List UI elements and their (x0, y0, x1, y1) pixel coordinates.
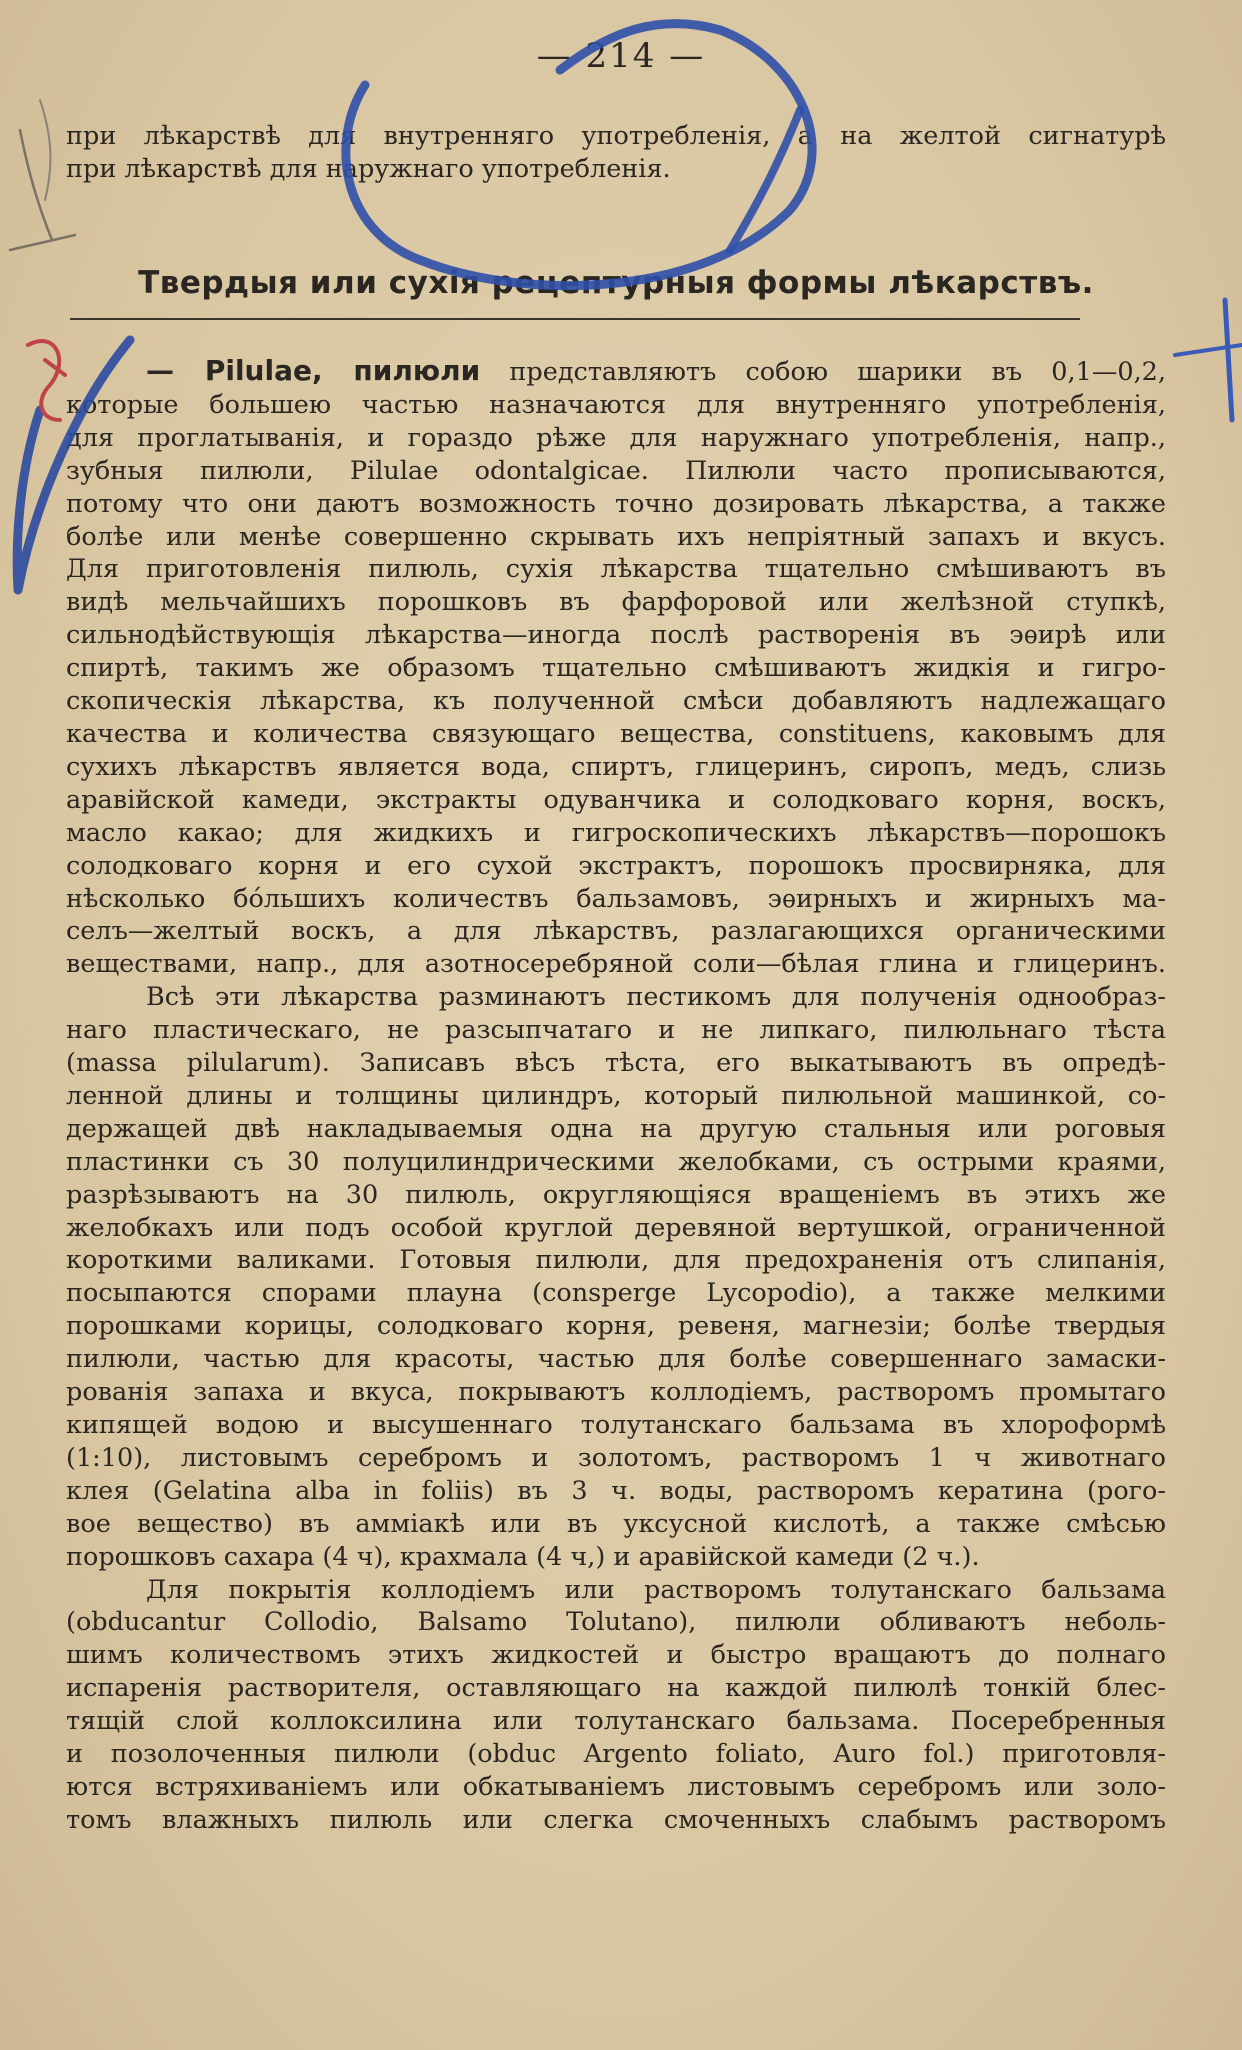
text-line: потому что они даютъ возможность точно дозировать лѣкарства, а также (66, 488, 1166, 519)
text-line: Для приготовленія пилюль, сухія лѣкарства тщательно смѣшиваютъ въ (66, 554, 1166, 585)
text-line: наго пластическаго, не разсыпчатаго и не липкаго, пилюльнаго тѣста (66, 1015, 1166, 1046)
blue-plus-vertical (1225, 300, 1232, 420)
text-line: желобкахъ или подъ особой круглой деревяной вертушкой, ограниченной (66, 1212, 1166, 1243)
text-line: зубныя пилюли, Pilulae odontalgicae. Пилюли часто прописываются, (66, 455, 1166, 486)
text-line: нѣсколько бóльшихъ количествъ бальзамовъ, эѳирныхъ и жирныхъ ма- (66, 883, 1166, 914)
text-line: Для покрытія коллодіемъ или растворомъ толутанскаго бальзама (146, 1574, 1166, 1605)
text-line: при лѣкарствѣ для наружнаго употребленія. (66, 153, 671, 184)
blue-plus-horizontal (1175, 345, 1242, 355)
text-line: солодковаго корня и его сухой экстрактъ, порошокъ просвирняка, для (66, 850, 1166, 881)
text-line: держащей двѣ накладываемыя одна на другую стальныя или роговыя (66, 1113, 1166, 1144)
text-line: испаренія растворителя, оставляющаго на каждой пилюлѣ тонкій блес- (66, 1673, 1166, 1704)
text-line: короткими валиками. Готовыя пилюли, для предохраненія отъ слипанія, (66, 1245, 1166, 1276)
text-line: аравійской камеди, экстракты одуванчика и солодковаго корня, воскъ, (66, 784, 1166, 815)
top-lines (66, 120, 1166, 186)
text-line: видѣ мельчайшихъ порошковъ въ фарфоровой или желѣзной ступкѣ, (66, 587, 1166, 618)
text-line: (massa pilularum). Записавъ вѣсъ тѣста, его выкатываютъ въ опредѣ- (66, 1048, 1166, 1079)
red-pen-mark (28, 341, 65, 420)
text-line: для проглатыванія, и гораздо рѣже для наружнаго употребленія, напр., (66, 422, 1166, 453)
text-line: сильнодѣйствующія лѣкарства—иногда послѣ растворенія въ эѳирѣ или (66, 620, 1166, 651)
text-line: порошковъ сахара (4 ч), крахмала (4 ч,) и аравійской камеди (2 ч.). (66, 1541, 980, 1572)
text-line: селъ—желтый воскъ, а для лѣкарствъ, разлагающихся органическими (66, 916, 1166, 947)
text-line: кипящей водою и высушеннаго толутанскаго бальзама въ хлороформѣ (66, 1410, 1166, 1440)
page-number: — 214 — (536, 36, 706, 76)
text-line: спиртѣ, такимъ же образомъ тщательно смѣшиваютъ жидкія и гигро- (66, 653, 1166, 684)
text-line: веществами, напр., для азотносеребряной соли—бѣлая глина и глицеринъ. (66, 949, 1166, 980)
text-line: (obducantur Collodio, Balsamo Tolutano), пилюли обливаютъ неболь- (66, 1607, 1166, 1638)
lead-term: — Pilulae, пилюли (146, 355, 481, 387)
text-line: пластинки съ 30 полуцилиндрическими желобками, съ острыми краями, (66, 1146, 1166, 1177)
heading-rule (70, 318, 1080, 320)
text-line: представляютъ собою шарики въ 0,1—0,2, (509, 357, 1166, 387)
text-line: ленной длины и толщины цилиндръ, который пилюльной машинкой, со- (66, 1080, 1166, 1111)
text-line: порошками корицы, солодковаго корня, ревеня, магнезіи; болѣе твердыя (66, 1311, 1166, 1342)
text-line: Всѣ эти лѣкарства разминаютъ пестикомъ для полученія однообраз- (146, 982, 1166, 1013)
text-line: пилюли, частью для красоты, частью для болѣе совершеннаго замаски- (66, 1344, 1166, 1375)
text-line: (1:10), листовымъ серебромъ и золотомъ, растворомъ 1 ч животнаго (66, 1442, 1166, 1473)
text-line: ются встряхиваніемъ или обкатываніемъ листовымъ серебромъ или золо- (66, 1771, 1166, 1802)
text-line: тящій слой коллоксилина или толутанскаго бальзама. Посеребренныя (66, 1706, 1166, 1737)
text-line: томъ влажныхъ пилюль или слегка смоченныхъ слабымъ растворомъ (66, 1804, 1166, 1835)
body-text (66, 355, 1166, 1837)
text-line: сухихъ лѣкарствъ является вода, спиртъ, глицеринъ, сиропъ, медъ, слизь (66, 751, 1166, 782)
text-line: рованія запаха и вкуса, покрываютъ коллодіемъ, растворомъ промытаго (66, 1377, 1166, 1408)
pencil-mark-margin (40, 100, 50, 200)
text-line: при лѣкарствѣ для внутренняго употребленія, а на желтой сигнатурѣ (66, 121, 1166, 151)
text-line: качества и количества связующаго вещества, constituens, каковымъ для (66, 718, 1166, 749)
text-line: масло какао; для жидкихъ и гигроскопическихъ лѣкарствъ—порошокъ (66, 817, 1166, 848)
text-line: и позолоченныя пилюли (obduc Argento foliato, Auro fol.) приготовля- (66, 1739, 1166, 1770)
text-line: посыпаются спорами плауна (consperge Lycopodio), а также мелкими (66, 1278, 1166, 1309)
text-line: разрѣзываютъ на 30 пилюль, округляющіяся вращеніемъ въ этихъ же (66, 1179, 1166, 1210)
text-line: которые большею частью назначаются для внутренняго употребленія, (66, 389, 1166, 420)
text-line: скопическія лѣкарства, къ полученной смѣси добавляютъ надлежащаго (66, 686, 1166, 717)
text-line: вое вещество) въ амміакѣ или въ уксусной кислотѣ, а также смѣсью (66, 1508, 1166, 1539)
text-line: болѣе или менѣе совершенно скрывать ихъ непріятный запахъ и вкусъ. (66, 521, 1166, 552)
paragraph-first-line (66, 355, 1166, 389)
text-line: шимъ количествомъ этихъ жидкостей и быстро вращаютъ до полнаго (66, 1640, 1166, 1671)
text-line: клея (Gelatina alba in foliis) въ 3 ч. воды, растворомъ кератина (рого- (66, 1475, 1166, 1506)
section-heading: Твердыя или сухія рецептурныя формы лѣкарствъ. (138, 265, 1094, 301)
